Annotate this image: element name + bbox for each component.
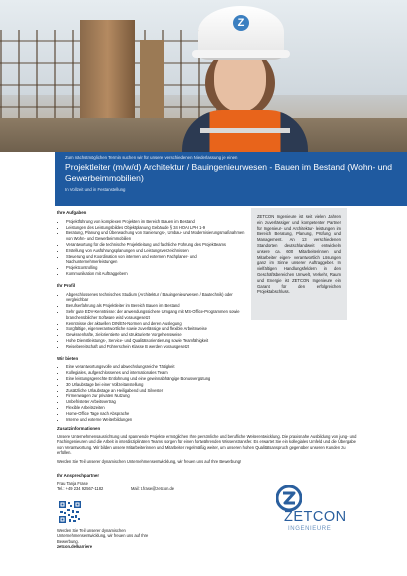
- hero-photo: [0, 0, 407, 152]
- list-item: • Interne und externe Weiterbildungen: [66, 417, 245, 423]
- profile-heading: Ihr Profil: [57, 282, 76, 288]
- list-item: • Leistungen des Leistungsbildes Objektplanung Gebäude § 34 HOAI LPH 1-9: [66, 225, 245, 231]
- list-item: • Abgeschlossenes technisches Studium (Architektur / Bauingenieurwesen / Bautechnik) oder vergleichbar: [66, 292, 245, 304]
- list-item: • Firmenwagen zur privaten Nutzung: [66, 393, 245, 399]
- list-item: • Home-Office Tage nach Absprache: [66, 411, 245, 417]
- title-intro: Zum nächstmöglichen Termin suchen wir für unsere verschiedenen Niederlassung je einen: [65, 155, 238, 160]
- profile-list: [57, 292, 245, 350]
- list-item: • Projektcontrolling: [66, 265, 245, 271]
- extra-text: Unsere Unternehmensausrichtung und spannende Projekte ermöglichen Ihre persönliche und berufliche Weiterentwicklung. Die praxisnahe Ausbildung von jung- und Fachingenieuren und die Arbeit in interdisziplinären Teams sorgen für einen fortwährenden Wissenstransfer. Es erwartet Sie ein kollegiales Umfeld und die Übergabe von Verantwortung. Wir bilden unsere Mitarbeiterinnen und Mitarbeiter regelmäßig weiter, um unseren hohen Qualitätsanspruch gegenüber unseren Kunden zu erfüllen.: [57, 433, 357, 456]
- list-item: • Erstellung von Ausführungsplanungen und Leistungsverzeichnissen: [66, 248, 245, 254]
- job-subtitle: In Vollzeit und in Festanstellung: [65, 187, 126, 192]
- list-item: • Projektführung von komplexen Projekten im Bereich Bauen im Bestand: [66, 219, 245, 225]
- list-item: • Beratung, Planung und Überwachung von Sanierungs-, Umbau- und Modernisierungsmaßnahmen von Wohn- und Gewerbeimmobilien: [66, 230, 245, 242]
- career-link[interactable]: zetcon.de/karriere: [57, 544, 93, 550]
- list-item: • Kollegiales, aufgeschlossenes und internationales Team: [66, 370, 245, 376]
- list-item: • Kommunikation mit Auftraggebern: [66, 271, 245, 277]
- offer-list: [57, 364, 245, 422]
- logo-tagline: INGENIEURE: [288, 526, 332, 532]
- list-item: • Sorgfältige, eigenverantwortliche sowie zuverlässige und flexible Arbeitsweise: [66, 326, 245, 332]
- list-item: • Steuerung und Koordination von internen und externen Fachplaner- und Nachunternehmerleistungen: [66, 254, 245, 266]
- contact-name: Frau Tanja Frase: [57, 480, 88, 486]
- extra-invite: Werden Sie Teil unserer dynamischen Unternehmensentwicklung, wir freuen uns auf Ihre Bewerbung!: [57, 458, 242, 464]
- main-column: [57, 210, 245, 428]
- list-item: • Eine leistungsgerechte Entlohnung und eine gewinnabhängige Bonusvergütung: [66, 376, 245, 382]
- contact-heading: Ihr Ansprechpartner: [57, 473, 100, 478]
- footer-invite: Werden Sie Teil unserer dynamischen Unternehmensentwicklung, wir freuen uns auf Ihre Bewerbung.: [57, 528, 149, 544]
- logo-brand: ZETCON: [284, 509, 347, 525]
- list-item: • 30 Urlaubstage bei einer Vollzeitanstellung: [66, 382, 245, 388]
- list-item: • Verantwortung für die technische Projektleitung und fachliche Führung des Projektteams: [66, 242, 245, 248]
- company-about-box: ZETCON Ingenieure ist seit vielen Jahren ein zuverlässiger und kompetenter Partner für Ingenieur- und Architektur- leistungen im Bereich Beratung, Planung, Prüfung und Management. An 13 verschiedenen Standorten deutschlandweit entwickeln unsere ca. 600 Mitarbeiterinnen und Mitarbeiter eigen- verantwortlich Lösungen ganz im Sinne unserer Auftraggeber. In vielfältigen Handlungsfeldern in den Geschäftsbereichen Umwelt, Verkehr, Raum und Energie ist ZETCON Ingenieure ein Garant für den erfolgreichen Projektabschluss.: [251, 208, 347, 320]
- job-title: Projektleiter (m/w/d) Architektur / Bauingenieurwesen - Bauen im Bestand (Wohn- und Gewerbeimmobilien): [65, 162, 393, 183]
- offer-heading: Wir bieten: [57, 355, 79, 361]
- list-item: • Flexible Arbeitszeiten: [66, 405, 245, 411]
- list-item: • Sehr gute EDV-Kenntnisse: der anwendungssichere Umgang mit MS-Office-Programmen sowie branchenüblicher Software wird vorausgesetzt: [66, 309, 245, 321]
- contact-phone[interactable]: Tel.: +49 234 92567-1182: [57, 486, 104, 491]
- list-item: • Gewissenhafte, zielorientierte und strukturierte Vorgehensweise: [66, 332, 245, 338]
- footer-text-block: [57, 528, 167, 550]
- list-item: • Berufserfahrung als Projektleiter im Bereich Bauen im Bestand: [66, 303, 245, 309]
- hero-vest-stripe: [200, 128, 290, 133]
- extra-info-section: [57, 426, 357, 465]
- zetcon-logo-icon: [276, 485, 302, 511]
- title-band: [55, 152, 407, 206]
- company-logo: [270, 485, 360, 545]
- list-item: • Unbefristeter Arbeitsvertrag: [66, 399, 245, 405]
- tasks-heading: Ihre Aufgaben: [57, 210, 87, 215]
- list-item: • Reisebereitschaft und Führerschein Klasse B werden vorausgesetzt: [66, 344, 245, 350]
- list-item: • Kenntnisse der aktuellen DIN/EN-Normen und deren Auslegung: [66, 321, 245, 327]
- contact-email[interactable]: Mail: t.frase@zetcon.de: [131, 486, 175, 491]
- extra-heading: Zusatzinformationen: [57, 426, 101, 431]
- helmet-logo-icon: Z: [233, 15, 249, 31]
- list-item: • Eine verantwortungsvolle und abwechslungsreiche Tätigkeit: [66, 364, 245, 370]
- list-item: • Zusätzliche Urlaubstage an Heiligabend und Silvester: [66, 388, 245, 394]
- qr-code-icon[interactable]: [58, 500, 82, 524]
- tasks-list: [57, 219, 245, 277]
- list-item: • Hohe Dienstleistungs-, Service- und Qualitätsorientierung sowie Teamfähigkeit: [66, 338, 245, 344]
- hero-helmet-brim: [192, 50, 290, 58]
